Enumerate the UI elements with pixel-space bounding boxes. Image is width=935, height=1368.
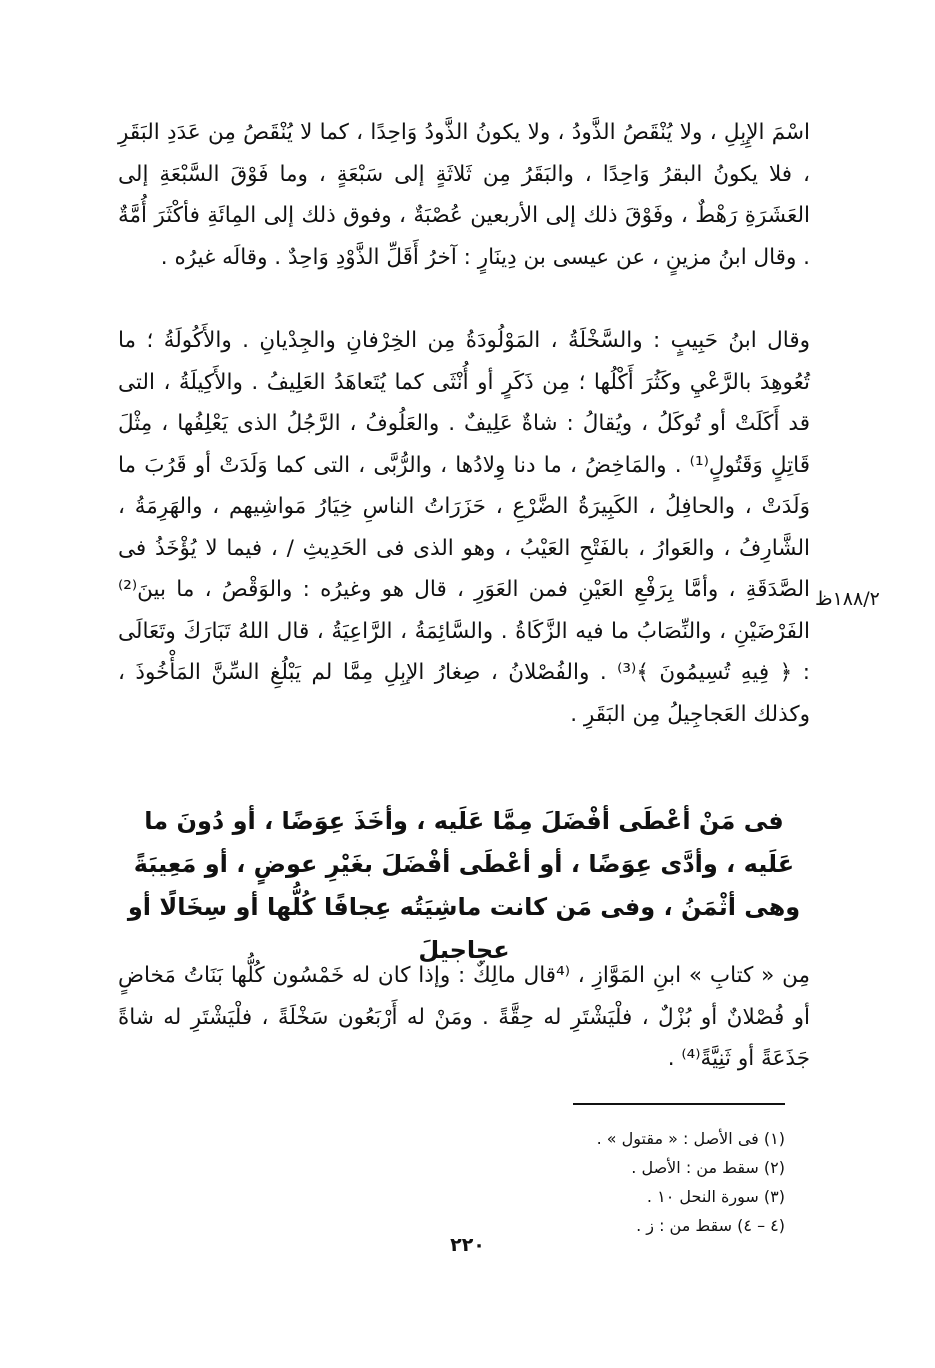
paragraph-ibn-al-mawwaz: مِن « كتابِ » ابنِ المَوَّازِ ، ⁽⁴قال مالِكٌ : وإذا كان له خَمْسُون كُلُّها بَنَاتُ مَخاضٍ أو فُصْلانٌ أو بُزْلٌ ، فلْيَشْتَرِ له حِقَّةً . ومَنْ له أَرْبَعُون سَخْلَةً ، فلْيَشْتَرِ له شاةً جَذَعَةً أو ثَنِيَّةً⁽⁴⁾ .: [118, 963, 810, 1071]
paragraph-ibn-habib-definitions: وقال ابنُ حَبِيبٍ : والسَّخْلَةُ ، المَوْلُودَةُ مِن الخِرْفانِ والجِدْيانِ . والأَكُولَةُ ؛ ما تُعُوهِدَ بالرَّعْيِ وكَثُرَ أَكْلُها ؛ مِن ذَكَرٍ أو أُنْثَى كما يُتَعاهَدُ العَلِيفُ . والأَكِيلَةُ ، التى قد أَكَلَتْ أو تُوكَلُ ، ويُقالُ : شاةٌ عَلِيفٌ . والعَلُوفُ ، الرَّجُلُ الذى يَعْلِفُها ، مِثْلَ قَاتِلٍ وَقَتُولٍ⁽¹⁾ . والمَاخِضُ ، ما دنا وِلادُها ، والرُّبَّى ، التى كما وَلَدَتْ أو قَرُبَ ما وَلَدَتْ ، والحافِلُ ، الكَبِيرَةُ الضَّرْعِ ، حَزَرَاتُ الناسِ خِيَارُ مَواشِيهم ، والهَرِمَةُ ، الشَّارِفُ ، والعَوارُ ، بالفَتْحِ العَيْبُ ، وهو الذى فى الحَدِيثِ / ، فيما لا يُؤْخَذُ فى الصَّدَقَةِ ، وأمَّا بِرَفْعِ العَيْنِ فمن العَوَرِ ، قال هو وغيرُه : والوَقْصُ ، ما بينَ⁽²⁾ الفَرْضَيْنِ ، والنِّصَابُ ما فيه الزَّكَاةُ . والسَّائِمَةُ ، الرَّاعِيَةُ ، قال اللهُ تَبَارَكَ وتَعَالَى : ﴿ فِيهِ تُسِيمُونَ ﴾⁽³⁾ . والفُصْلانُ ، صِغارُ الإبِلِ مِمَّا لم يَبْلُغِ السِّنَّ المَأْخُوذَ ، وكذلك العَجاجِيلُ مِن البَقَرِ .: [118, 328, 810, 727]
footnote-2: (٢) سقط من : الأصل .: [631, 1158, 785, 1177]
footnote-3: (٣) سورة النحل ١٠ .: [646, 1187, 785, 1206]
footnotes-list: [440, 1124, 785, 1240]
section-heading: فى مَنْ أعْطَى أفْضَلَ مِمَّا عَلَيه ، وأخَذَ عِوَضًا ، أو دُونَ ما عَلَيه ، وأدَّى عِوَضًا ، أو أعْطَى أفْضَلَ بغَيْرِ عوضٍ ، أو مَعِيبَةً وهى أثْمَنُ ، وفى مَن كانت ماشِيَتُه عِجافًا كُلُّها أو سِخَالًا أو عجاجيلَ: [127, 807, 801, 964]
paragraph-camels-cattle: اسْمَ الإِبِلِ ، ولا يُنْقَصُ الذَّودُ ، ولا يكونُ الذَّودُ وَاحِدًا ، كما لا يُنْقَصُ مِن عَدَدِ البَقَرِ ، فلا يكونُ البقرُ وَاحِدًا ، والبَقَرُ مِن ثَلاثَةٍ إلى سَبْعَةٍ ، وما فَوْقَ السَّبْعَةِ إلى العَشَرَةِ رَهْطٌ ، وفَوْقَ ذلك إلى الأربعين عُصْبَةٌ ، وفوق ذلك إلى المِائَةِ فأكْثَرَ أُمَّةٌ . وقال ابنُ مزينٍ ، عن عيسى بن دِينَارٍ : آخرُ أَقَلِّ الذَّوْدِ وَاحِدٌ . وقالَه غيرُه .: [118, 120, 810, 270]
page-number: ٢٢٠: [450, 1234, 485, 1256]
footnote-4: (٤ – ٤) سقط من : ز .: [636, 1216, 785, 1235]
footnote-divider: [573, 1103, 785, 1105]
manuscript-folio-marker: ١٨٨/٢ظ: [815, 588, 880, 610]
footnote-1: (١) فى الأصل : « مقتول » .: [596, 1129, 785, 1148]
